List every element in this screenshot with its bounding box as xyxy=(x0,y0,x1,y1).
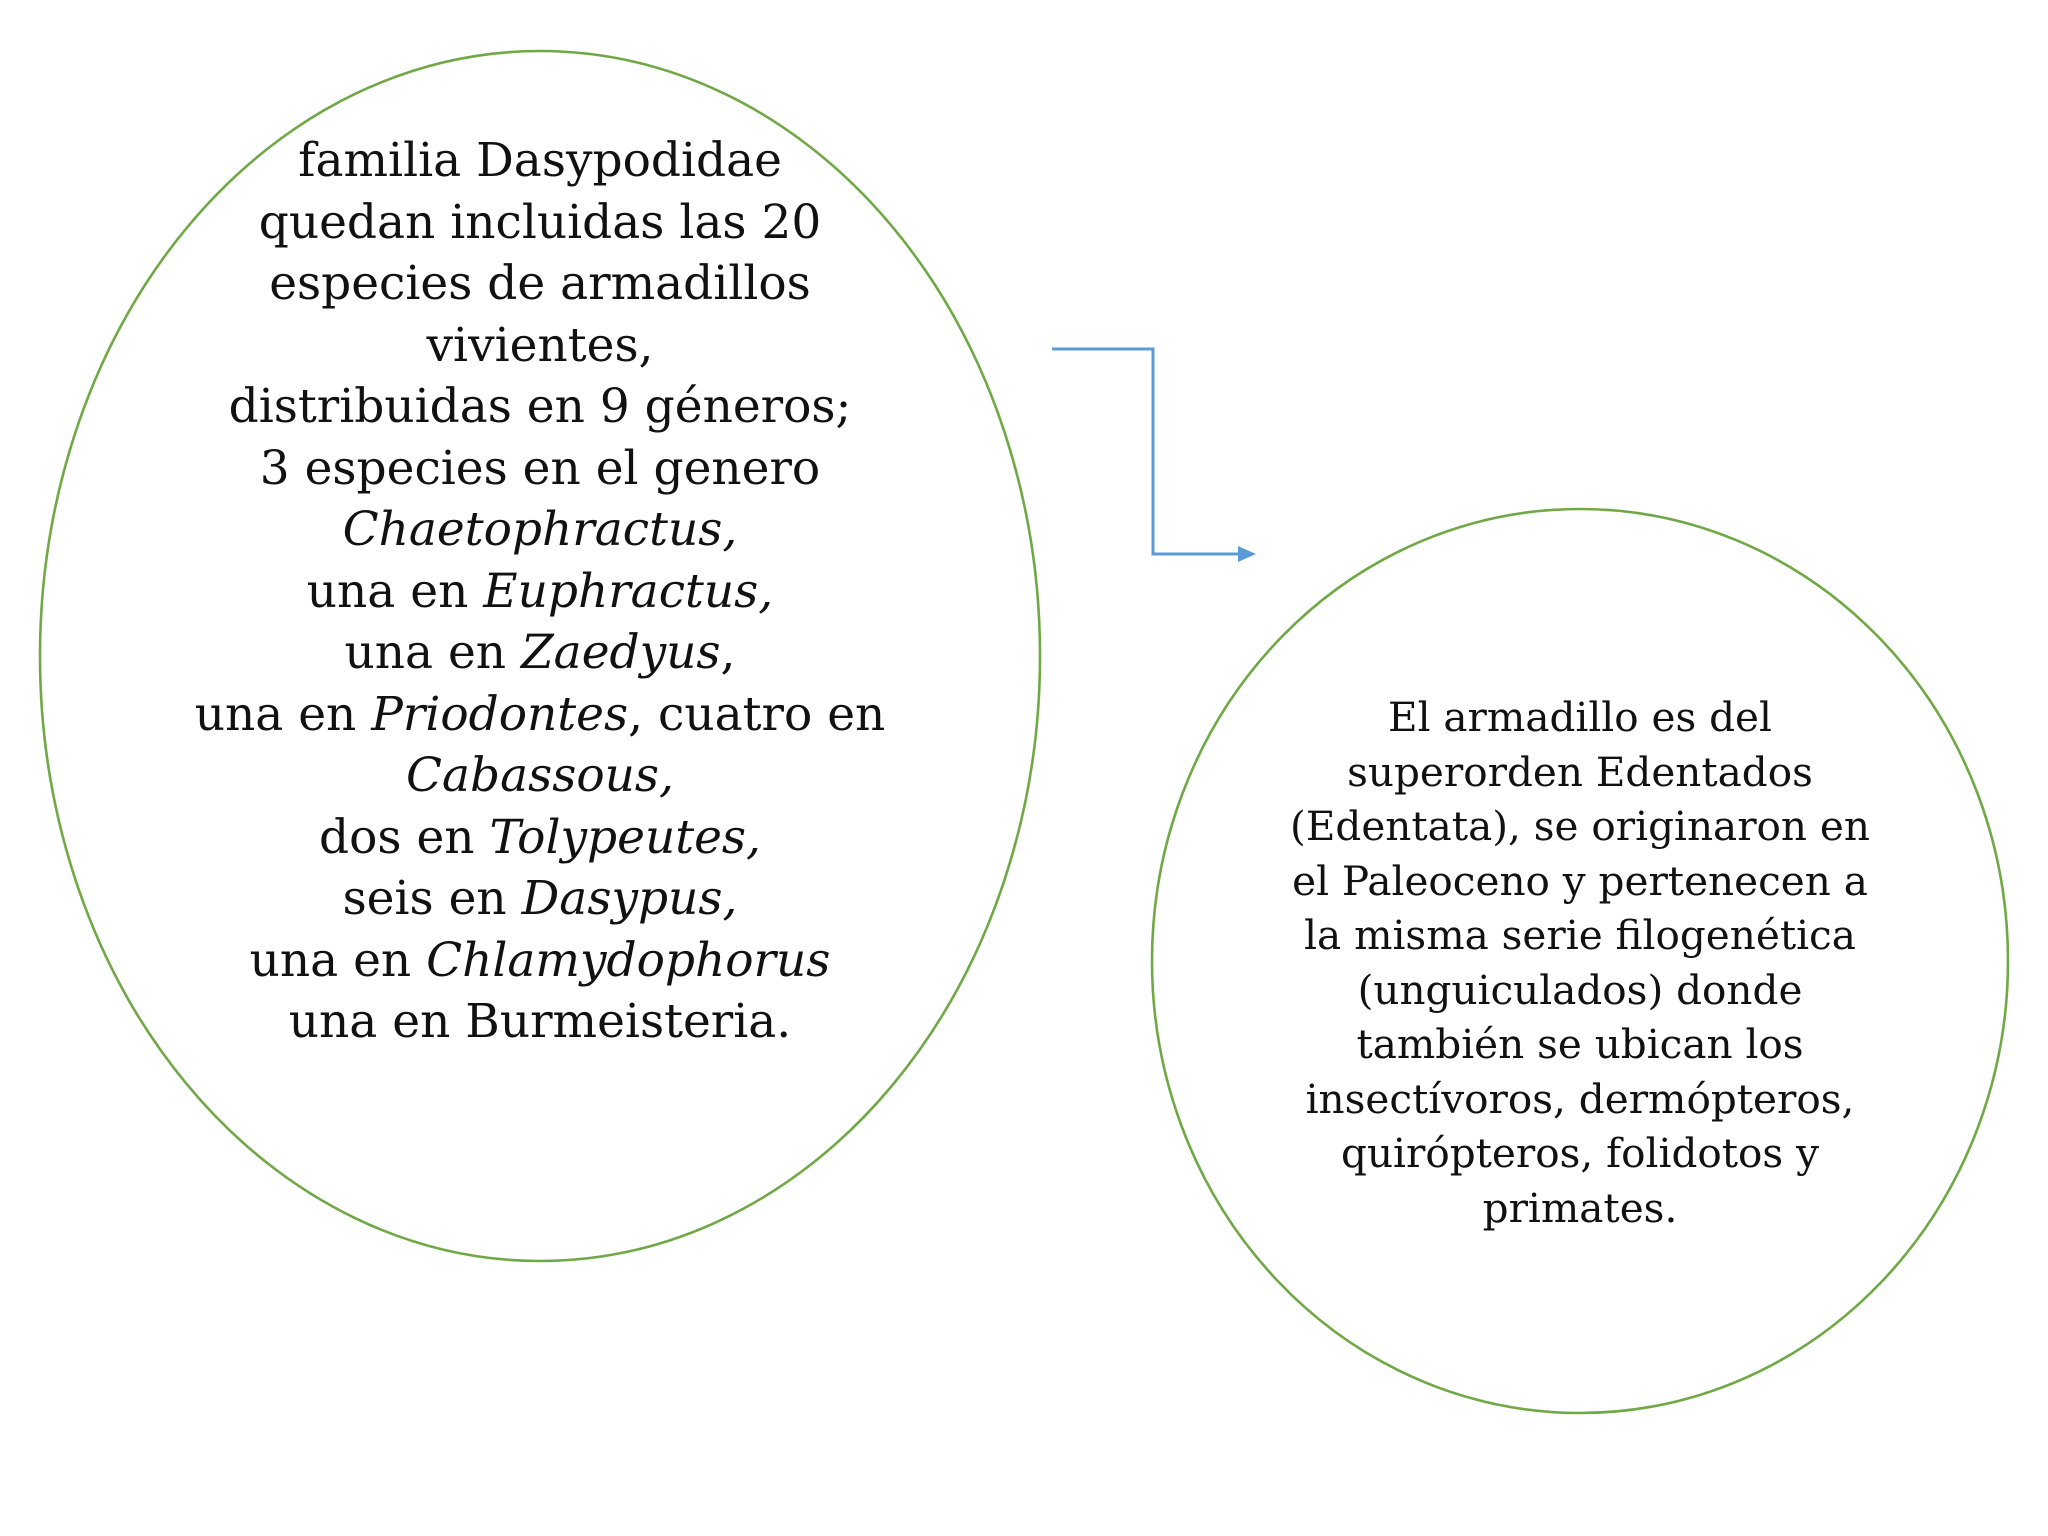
text-run: dos en xyxy=(319,809,490,865)
right-node-text xyxy=(1215,690,1945,1235)
left-text-line xyxy=(160,315,920,377)
text-run: una en xyxy=(194,686,372,742)
text-run: 3 especies en el genero xyxy=(259,440,821,496)
right-text-line: el Paleoceno y pertenecen a xyxy=(1292,856,1868,905)
left-text-line xyxy=(160,561,920,623)
right-text-line: El armadillo es del xyxy=(1388,693,1772,741)
italic-genus-name: Priodontes xyxy=(371,686,629,742)
left-text-line xyxy=(160,868,920,930)
right-text-line: primates. xyxy=(1482,1183,1678,1232)
right-text-line: la misma serie filogenética xyxy=(1304,911,1856,959)
left-text-line xyxy=(160,622,920,684)
left-text-line xyxy=(160,253,920,315)
italic-genus-name: Euphractus, xyxy=(483,563,774,619)
connector-arrow xyxy=(1052,349,1256,562)
italic-genus-name: Tolypeutes, xyxy=(489,809,761,865)
left-text-line xyxy=(160,807,920,869)
italic-genus-name: Zaedyus xyxy=(521,625,721,680)
left-text-line xyxy=(160,376,920,438)
left-text-line xyxy=(160,991,920,1053)
right-text-line: también se ubican los xyxy=(1356,1020,1804,1068)
right-text-line: (Edentata), se originaron en xyxy=(1290,802,1870,850)
left-text-line xyxy=(160,438,920,500)
arrowhead xyxy=(1238,546,1256,562)
elbow-connector-line xyxy=(1052,349,1240,554)
text-run: , xyxy=(720,625,736,680)
text-run: especies de armadillos xyxy=(269,256,811,311)
text-run: seis en xyxy=(342,871,522,926)
text-run: familia Dasypodidae xyxy=(298,133,782,188)
left-text-line xyxy=(160,745,920,807)
text-run: vivientes, xyxy=(426,317,654,373)
right-text-line: superorden Edentados xyxy=(1347,747,1813,796)
left-node-text xyxy=(160,130,920,1053)
text-run: , cuatro en xyxy=(628,686,886,742)
text-run: una en xyxy=(249,932,427,988)
italic-genus-name: Dasypus, xyxy=(521,871,738,926)
right-text-line: (unguiculados) donde xyxy=(1357,965,1803,1014)
right-text-line: quirópteros, folidotos y xyxy=(1341,1129,1819,1177)
italic-genus-name: Chlamydophorus xyxy=(426,932,831,988)
text-run: quedan incluidas las 20 xyxy=(258,194,822,250)
text-run: una en xyxy=(344,625,522,680)
text-run: una en Burmeisteria. xyxy=(288,994,792,1049)
left-text-line xyxy=(160,499,920,561)
left-text-line xyxy=(160,684,920,746)
italic-genus-name: Cabassous, xyxy=(406,748,674,803)
right-text-line: insectívoros, dermópteros, xyxy=(1305,1074,1855,1123)
left-text-line xyxy=(160,130,920,192)
left-text-line xyxy=(160,930,920,992)
left-text-line xyxy=(160,192,920,254)
text-run: una en xyxy=(306,563,484,619)
italic-genus-name: Chaetophractus, xyxy=(342,502,738,557)
text-run: distribuidas en 9 géneros; xyxy=(228,379,852,434)
